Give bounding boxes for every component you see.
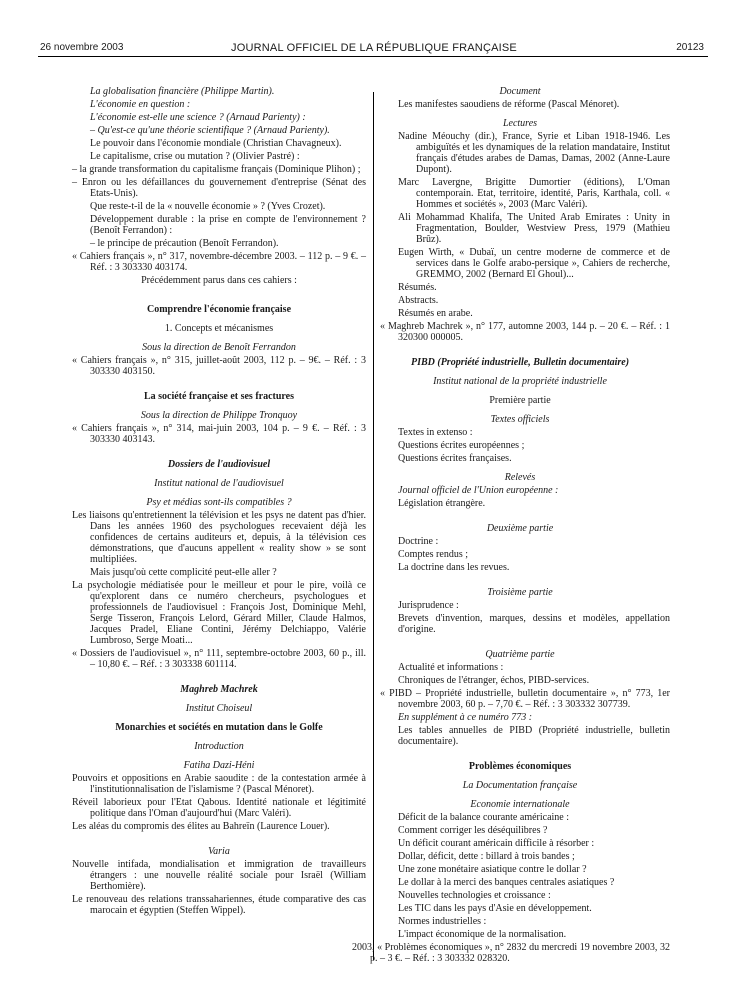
text-line: L'économie est-elle une science ? (Arnaud Parienty) : [90, 112, 306, 123]
author: Sous la direction de Benoît Ferrandon [142, 342, 296, 353]
citation: « Maghreb Machrek », n° 177, automne 2003, 144 p. – 20 €. – Réf. : 1 320300 000005. [380, 321, 670, 343]
section-title: Comprendre l'économie française [146, 304, 292, 315]
section-title: Dossiers de l'audiovisuel [167, 459, 271, 470]
text-line: Le dollar à la merci des banques centrales asiatiques ? [398, 877, 615, 888]
subtitle: Relevés [504, 472, 536, 483]
citation: « Cahiers français », n° 315, juillet-août 2003, 112 p. – 9€. – Réf. : 3 303330 403150. [72, 355, 366, 377]
header-rule [38, 56, 708, 57]
text-line: Résumés. [398, 282, 437, 293]
text-line: Le capitalisme, crise ou mutation ? (Olivier Pastré) : [90, 151, 300, 162]
publisher: La Documentation française [462, 780, 578, 791]
list-item: – la grande transformation du capitalisme français (Dominique Plihon) ; [72, 164, 361, 175]
subtitle: Introduction [194, 741, 244, 752]
text-line: Un déficit courant américain difficile à résorber : [398, 838, 595, 849]
page-header [0, 0, 748, 54]
text-line: Comment corriger les déséquilibres ? [398, 825, 548, 836]
subtitle: Deuxième partie [486, 523, 554, 534]
right-column [352, 86, 670, 966]
text-line: Normes industrielles : [398, 916, 487, 927]
text-line: En supplément à ce numéro 773 : [398, 712, 533, 723]
article-entry: Les aléas du compromis des élites au Bahreïn (Laurence Louer). [72, 821, 330, 832]
subtitle: Textes officiels [490, 414, 550, 425]
author: Fatiha Dazi-Héni [183, 760, 255, 771]
text-line: Déficit de la balance courante américaine : [398, 812, 570, 823]
paragraph: Les liaisons qu'entretiennent la télévision et les psys ne datent pas d'hier. Dans les années 1960 des psychologues recevaient déjà les confidences de certains auditeurs et, depuis, à la télévision ces démonstrations, que d'aucuns appellent « reality show » se sont multipliées. [72, 510, 366, 565]
header-date: 26 novembre 2003 [40, 42, 124, 53]
publisher: Institut national de la propriété industrielle [433, 376, 607, 387]
subtitle: Quatrième partie [485, 649, 555, 660]
text-line: Que reste-t-il de la « nouvelle économie » ? (Yves Crozet). [90, 201, 326, 212]
text-line: Législation étrangère. [398, 498, 486, 509]
section-title: Monarchies et sociétés en mutation dans le Golfe [115, 722, 323, 733]
subtitle: Varia [208, 846, 230, 857]
text-line: Résumés en arabe. [398, 308, 473, 319]
subtitle: Psy et médias sont-ils compatibles ? [146, 497, 292, 508]
citation: « PIBD – Propriété industrielle, bulletin documentaire », n° 773, 1er novembre 2003, 60 p. – 7,70 €. – Réf. : 3 303332 307739. [380, 688, 670, 710]
citation: « Cahiers français », n° 317, novembre-décembre 2003. – 112 p. – 9 €. – Réf. : 3 303330 403174. [72, 251, 366, 273]
paragraph: La psychologie médiatisée pour le meilleur et pour le pire, voilà ce qu'explorent dans ce numéro chercheurs, psychologues et professionnels de l'audiovisuel : François Jost, Dominique Mehl, Serge Tisseron, François Lelord, Gérard Miller, Claude Halmos, Jacques Pradel, Eliane Contini, Jérémy Delchiappo, Valérie Lumbroso, Serge Moati... [72, 580, 366, 646]
article-entry: Nouvelle intifada, mondialisation et immigration de travailleurs étrangers : une nouvelle réalité sociale pour Israël (William Berthomière). [72, 859, 366, 892]
citation: « Dossiers de l'audiovisuel », n° 111, septembre-octobre 2003, 60 p., ill. – 10,80 €. – Réf. : 3 303338 601114. [72, 648, 366, 670]
text-line: Nouvelles technologies et croissance : [398, 890, 551, 901]
subtitle: Economie internationale [470, 799, 570, 810]
left-column [72, 86, 366, 918]
text-line: – Qu'est-ce qu'une théorie scientifique ? (Arnaud Parienty). [90, 125, 330, 136]
subtitle: 1. Concepts et mécanismes [164, 323, 274, 334]
section-title: Maghreb Machrek [180, 684, 258, 695]
article-entry: Les manifestes saoudiens de réforme (Pascal Ménoret). [398, 99, 620, 110]
text-line: Chroniques de l'étranger, échos, PIBD-services. [398, 675, 590, 686]
article-entry: Réveil laborieux pour l'Etat Qabous. Identité nationale et légitimité politique dans l'Oman d'aujourd'hui (Marc Valéri). [72, 797, 366, 819]
header-page-number: 20123 [676, 42, 704, 53]
text-line: Dollar, déficit, dette : billard à trois bandes ; [398, 851, 575, 862]
text-line: Une zone monétaire asiatique contre le dollar ? [398, 864, 587, 875]
section-title: La société française et ses fractures [143, 391, 295, 402]
list-item: – Enron ou les défaillances du gouvernement d'entreprise (Sénat des Etats-Unis). [72, 177, 366, 199]
publisher: Institut national de l'audiovisuel [154, 478, 284, 489]
article-entry: Nadine Méouchy (dir.), France, Syrie et Liban 1918-1946. Les ambiguïtés et les dynamiques de la relation mandataire, Institut français d'études arabes de Damas, Damas, 2002 (Anne-Laure Dupont). [398, 131, 670, 175]
text-line: Jurisprudence : [398, 600, 459, 611]
text-line: Le pouvoir dans l'économie mondiale (Christian Chavagneux). [90, 138, 342, 149]
text-line: Les TIC dans les pays d'Asie en développement. [398, 903, 592, 914]
text-line: Textes in extenso : [398, 427, 473, 438]
subtitle: Troisième partie [487, 587, 553, 598]
text-line: Les tables annuelles de PIBD (Propriété industrielle, bulletin documentaire). [398, 725, 670, 747]
article-entry: Ali Mohammad Khalifa, The United Arab Emirates : Unity in Fragmentation, Boulder, Westview Press, 1979 (Mathieu Brûz). [398, 212, 670, 245]
article-entry: Le renouveau des relations transsahariennes, étude comparative des cas marocain et égyptien (Steffen Wippel). [72, 894, 366, 916]
text-line: Brevets d'invention, marques, dessins et modèles, appellation d'origine. [398, 613, 670, 635]
text-line: Précédemment parus dans ces cahiers : [141, 275, 297, 286]
text-line: Actualité et informations : [398, 662, 504, 673]
text-line: Journal officiel de l'Union européenne : [398, 485, 559, 496]
text-line: La doctrine dans les revues. [398, 562, 510, 573]
text-line: Développement durable : la prise en compte de l'environnement ? (Benoît Ferrandon) : [90, 214, 366, 236]
article-entry: Eugen Wirth, « Dubaï, un centre moderne de commerce et de services dans le Golfe arabo-persique », Cahiers de recherche, GREMMO, 2002 (Bernard El Ghoul)... [398, 247, 670, 280]
header-journal-title: JOURNAL OFFICIEL DE LA RÉPUBLIQUE FRANÇAISE [231, 42, 517, 54]
text-line: L'impact économique de la normalisation. [398, 929, 567, 940]
text-line: Comptes rendus ; [398, 549, 468, 560]
text-line: – le principe de précaution (Benoît Ferrandon). [90, 238, 279, 249]
subtitle: Première partie [489, 395, 551, 406]
article-entry: Marc Lavergne, Brigitte Dumortier (éditions), L'Oman contemporain. Etat, territoire, identité, Paris, Karthala, coll. « Hommes et sociétés », 2003 (Marc Valéri). [398, 177, 670, 210]
author: Sous la direction de Philippe Tronquoy [140, 410, 298, 421]
text-line: Questions écrites françaises. [398, 453, 512, 464]
section-title: PIBD (Propriété industrielle, Bulletin documentaire) [410, 357, 630, 368]
section-title: Problèmes économiques [468, 761, 572, 772]
paragraph: Mais jusqu'où cette complicité peut-elle aller ? [90, 567, 277, 578]
subtitle: Document [499, 86, 541, 97]
text-line: La globalisation financière (Philippe Martin). [90, 86, 275, 97]
text-line: L'économie en question : [90, 99, 191, 110]
text-line: Abstracts. [398, 295, 439, 306]
article-entry: Pouvoirs et oppositions en Arabie saoudite : de la contestation armée à l'institutionnalisation de l'islamisme ? (Pascal Ménoret). [72, 773, 366, 795]
text-line: Doctrine : [398, 536, 439, 547]
citation: 2003, « Problèmes économiques », n° 2832 du mercredi 19 novembre 2003, 32 p. – 3 €. – Réf. : 3 303332 028320. [352, 942, 670, 964]
text-line: Questions écrites européennes ; [398, 440, 525, 451]
citation: « Cahiers français », n° 314, mai-juin 2003, 104 p. – 9 €. – Réf. : 3 303330 403143. [72, 423, 366, 445]
publisher: Institut Choiseul [185, 703, 253, 714]
subtitle: Lectures [502, 118, 538, 129]
